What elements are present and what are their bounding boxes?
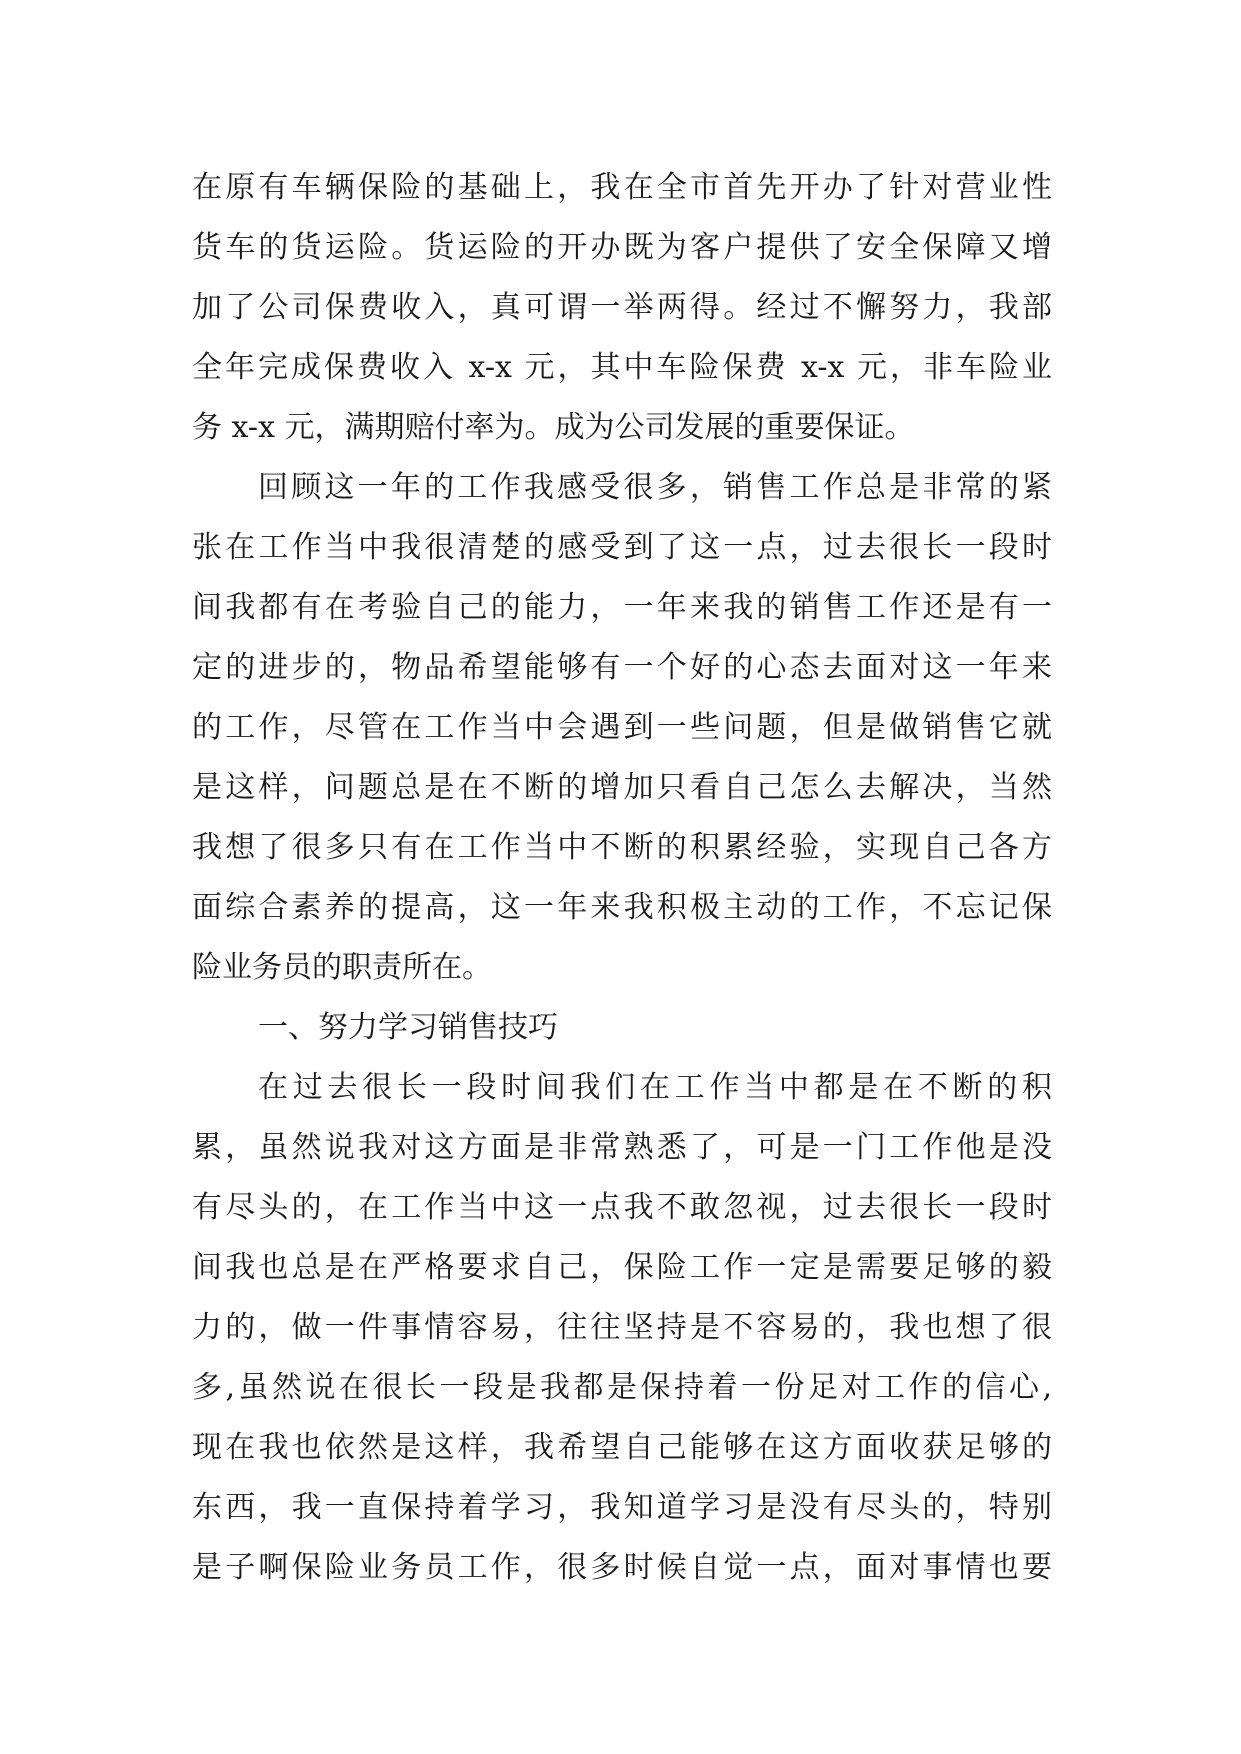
body-text — [192, 158, 1052, 1598]
text-line: 间我也总是在严格要求自己，保险工作一定是需要足够的毅 — [192, 1250, 1052, 1285]
text-line: 回顾这一年的工作我感受很多，销售工作总是非常的紧 — [258, 470, 1052, 505]
text-line: 现在我也依然是这样，我希望自己能够在这方面收获足够的 — [192, 1430, 1052, 1465]
text-line: 面综合素养的提高，这一年来我积极主动的工作，不忘记保 — [192, 890, 1052, 925]
text-line: 是这样，问题总是在不断的增加只看自己怎么去解决，当然 — [192, 770, 1052, 805]
text-line: 在过去很长一段时间我们在工作当中都是在不断的积 — [258, 1070, 1052, 1105]
text-line: 多,虽然说在很长一段是我都是保持着一份足对工作的信心, — [192, 1370, 1052, 1405]
text-line: 加了公司保费收入，真可谓一举两得。经过不懈努力，我部 — [192, 290, 1052, 325]
text-line: 务 x-x 元，满期赔付率为。成为公司发展的重要保证。 — [192, 410, 915, 445]
text-line: 险业务员的职责所在。 — [192, 950, 492, 985]
text-line: 张在工作当中我很清楚的感受到了这一点，过去很长一段时 — [192, 530, 1052, 565]
text-line: 我想了很多只有在工作当中不断的积累经验，实现自己各方 — [192, 830, 1052, 865]
text-line: 是子啊保险业务员工作，很多时候自觉一点，面对事情也要 — [192, 1550, 1052, 1585]
text-line: 的工作，尽管在工作当中会遇到一些问题，但是做销售它就 — [192, 710, 1052, 745]
text-line: 东西，我一直保持着学习，我知道学习是没有尽头的，特别 — [192, 1490, 1052, 1525]
text-line: 定的进步的，物品希望能够有一个好的心态去面对这一年来 — [192, 650, 1052, 685]
text-line: 有尽头的，在工作当中这一点我不敢忽视，过去很长一段时 — [192, 1190, 1052, 1225]
text-line: 在原有车辆保险的基础上，我在全市首先开办了针对营业性 — [192, 170, 1052, 205]
text-line: 全年完成保费收入 x-x 元，其中车险保费 x-x 元，非车险业 — [192, 350, 1052, 385]
text-line: 间我都有在考验自己的能力，一年来我的销售工作还是有一 — [192, 590, 1052, 625]
section-heading: 一、努力学习销售技巧 — [258, 1010, 558, 1045]
text-line: 累，虽然说我对这方面是非常熟悉了，可是一门工作他是没 — [192, 1130, 1052, 1165]
text-line: 力的，做一件事情容易，往往坚持是不容易的，我也想了很 — [192, 1310, 1052, 1345]
text-line: 货车的货运险。货运险的开办既为客户提供了安全保障又增 — [192, 230, 1052, 265]
